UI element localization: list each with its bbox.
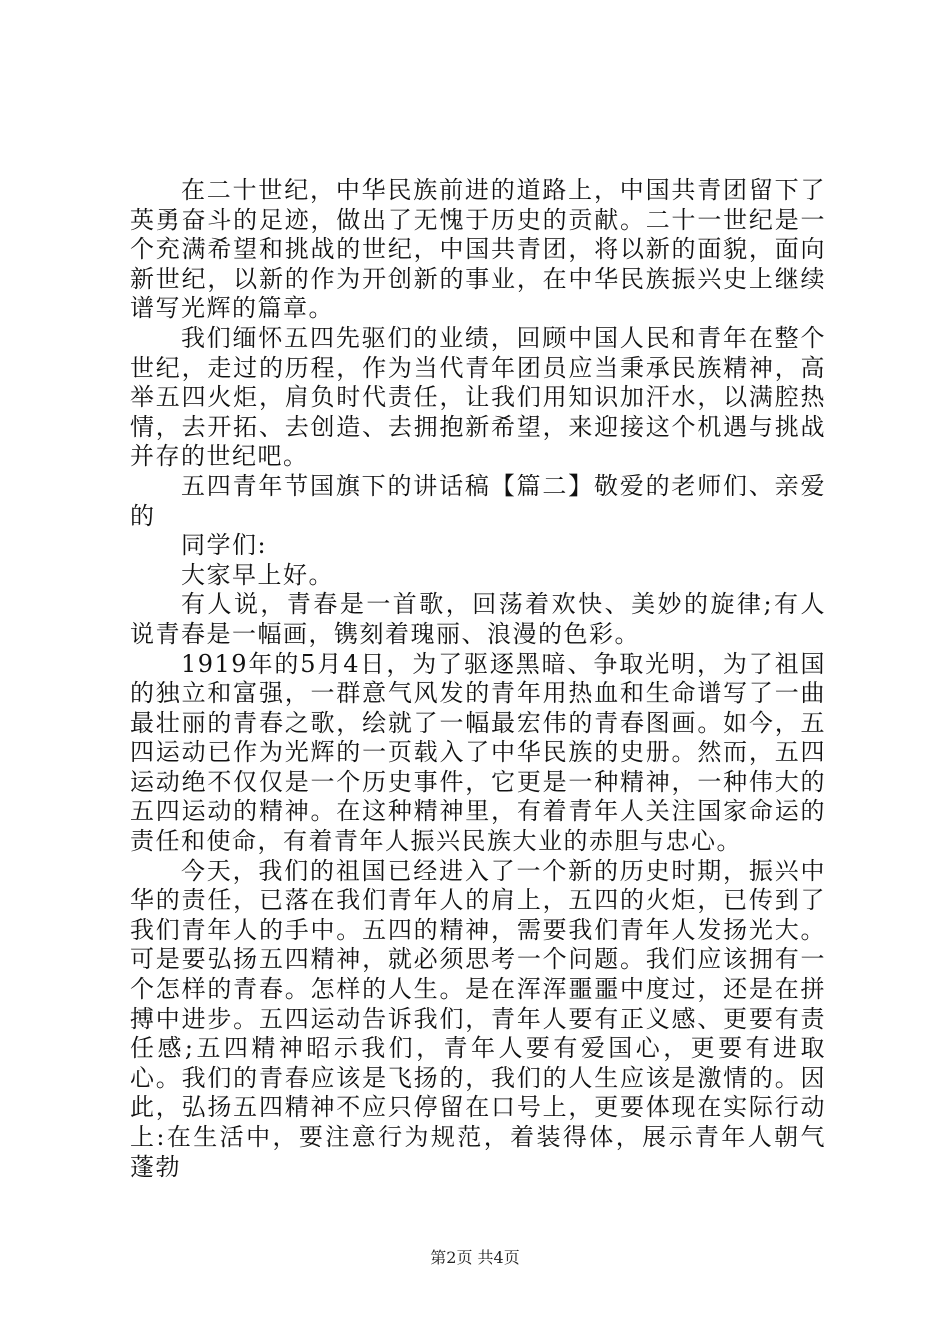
paragraph: 我们缅怀五四先驱们的业绩，回顾中国人民和青年在整个世纪，走过的历程，作为当代青年团员应当秉承民族精神，高举五四火炬，肩负时代责任，让我们用知识加汗水，以满腔热情，去开拓、去创造、去拥抱新希望，来迎接这个机遇与挑战并存的世纪吧。 [130,323,826,471]
paragraph: 同学们: [181,531,268,560]
paragraph: 1919年的5月4日，为了驱逐黑暗、争取光明，为了祖国的独立和富强，一群意气风发的青年用热血和生命谱写了一曲最壮丽的青春之歌，绘就了一幅最宏伟的青春图画。如今，五四运动已作为光辉的一页载入了中华民族的史册。然而，五四运动绝不仅仅是一个历史事件，它更是一种精神，一种伟大的五四运动的精神。在这种精神里，有着青年人关注国家命运的责任和使命，有着青年人振兴民族大业的赤胆与忠心。 [130,649,826,856]
paragraph: 在二十世纪，中华民族前进的道路上，中国共青团留下了英勇奋斗的足迹，做出了无愧于历史的贡献。二十一世纪是一个充满希望和挑战的世纪，中国共青团，将以新的面貌，面向新世纪，以新的作为开创新的事业，在中华民族振兴史上继续谱写光辉的篇章。 [130,176,826,323]
page-number-footer: 第2页 共4页 [430,1248,520,1267]
paragraph: 五四青年节国旗下的讲话稿【篇二】敬爱的老师们、亲爱的 [130,471,826,530]
paragraph: 有人说，青春是一首歌，回荡着欢快、美妙的旋律;有人说青春是一幅画，镌刻着瑰丽、浪漫的色彩。 [130,590,826,648]
document-body [130,176,826,1182]
paragraph: 大家早上好。 [181,560,334,589]
paragraph: 今天，我们的祖国已经进入了一个新的历史时期，振兴中华的责任，已落在我们青年人的肩上，五四的火炬，已传到了我们青年人的手中。五四的精神，需要我们青年人发扬光大。可是要弘扬五四精神，就必须思考一个问题。我们应该拥有一个怎样的青春。怎样的人生。是在浑浑噩噩中度过，还是在拼搏中进步。五四运动告诉我们，青年人要有正义感、更要有责任感;五四精神昭示我们，青年人要有爱国心，更要有进取心。我们的青春应该是飞扬的，我们的人生应该是激情的。因此，弘扬五四精神不应只停留在口号上，更要体现在实际行动上:在生活中，要注意行为规范，着装得体，展示青年人朝气蓬勃 [130,856,826,1181]
